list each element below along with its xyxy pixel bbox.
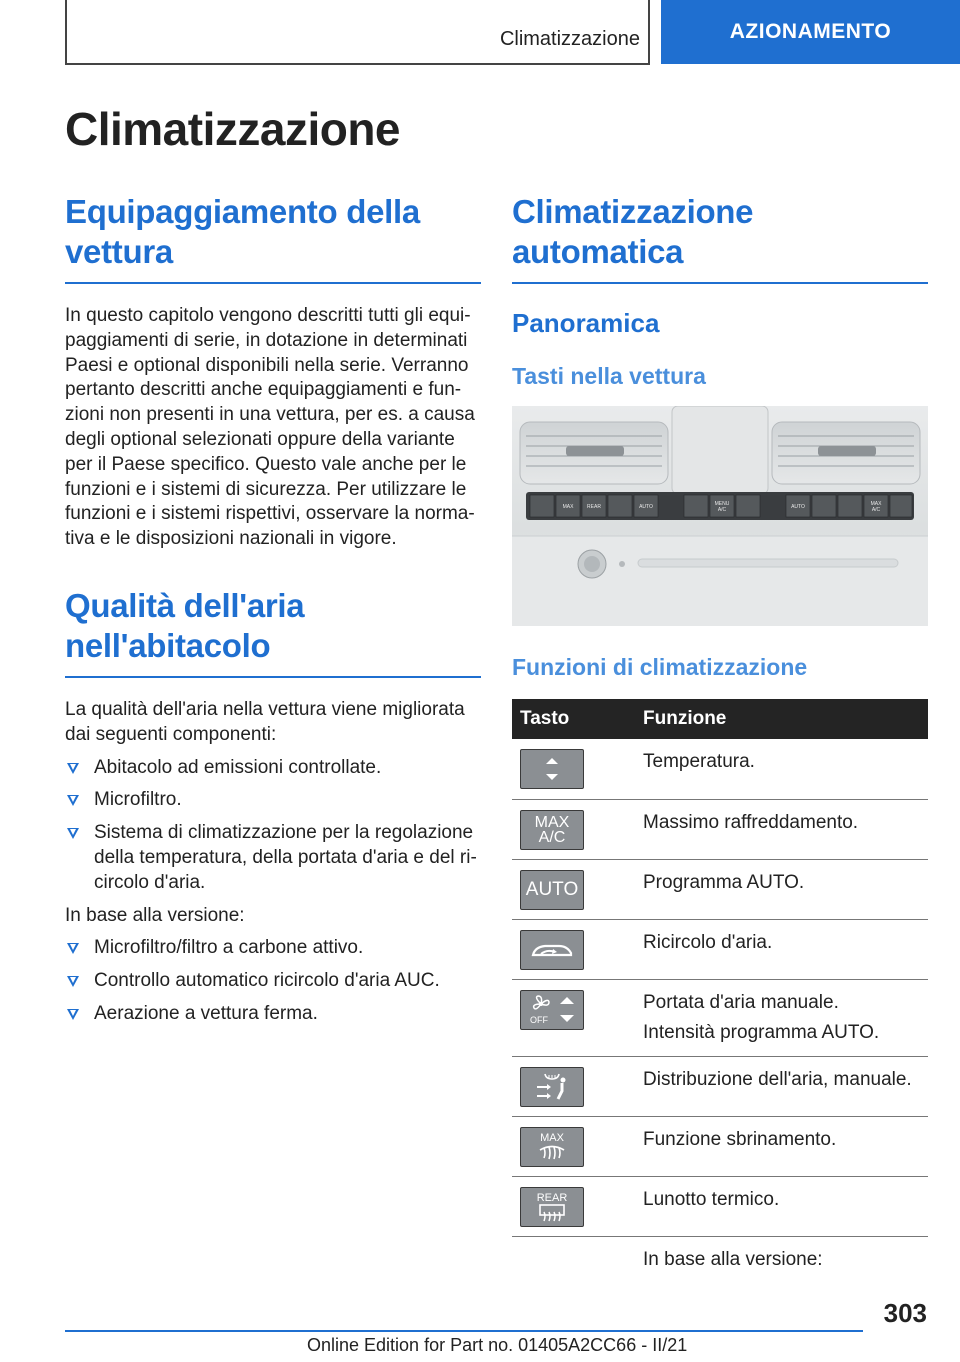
svg-text:MENU: MENU <box>714 501 730 507</box>
section-title-auto-climate: Climatizzazione automatica <box>512 193 754 270</box>
table-row <box>512 979 928 1056</box>
bullet-triangle-icon <box>67 795 79 806</box>
svg-text:A/C: A/C <box>871 507 881 513</box>
bullet-triangle-icon <box>67 763 79 774</box>
chapter-tab[interactable]: AZIONAMENTO <box>661 0 960 64</box>
list-item: Microfiltro/filtro a carbone attivo. <box>65 936 481 961</box>
section-rule <box>65 282 481 284</box>
control-panel-photo <box>512 406 928 626</box>
list-item: Controllo automatico ricircolo d'aria AUC. <box>65 969 481 994</box>
table-row <box>512 1056 928 1116</box>
function-text: Massimo raffreddamento. <box>635 799 928 859</box>
column-header-key: Tasto <box>512 699 635 739</box>
max-defrost-key-icon <box>520 1127 584 1167</box>
function-text: Lunotto termico. <box>635 1176 928 1236</box>
rear-defrost-key-icon <box>520 1187 584 1227</box>
right-column <box>512 192 928 1296</box>
column-header-function: Funzione <box>635 699 928 739</box>
list-item: Aerazione a vettura ferma. <box>65 1002 481 1027</box>
fan-key-icon <box>520 990 584 1030</box>
bullet-triangle-icon <box>67 828 79 839</box>
max-ac-key-icon: MAX A/C <box>520 810 584 850</box>
bullet-triangle-icon <box>67 943 79 954</box>
header-bottom-border <box>65 63 650 65</box>
table-row <box>512 1176 928 1236</box>
header-divider <box>648 0 650 64</box>
section-title-air-quality: Qualità dell'aria nell'abitacolo <box>65 586 305 664</box>
section-title-equipment: Equipaggiamento della vettura <box>65 193 420 270</box>
recirculation-key-icon <box>520 930 584 970</box>
svg-text:MAX: MAX <box>540 1131 564 1144</box>
footer-edition: Online Edition for Part no. 01405A2CC66 - II/21 <box>307 1335 688 1355</box>
svg-text:AUTO: AUTO <box>791 504 805 510</box>
svg-text:MAX: MAX <box>870 501 882 507</box>
table-header-row <box>512 699 928 739</box>
function-text: Distribuzione dell'aria, manuale. <box>635 1056 928 1116</box>
svg-text:A/C: A/C <box>717 507 727 513</box>
air-quality-intro: La qualità dell'aria nella vettura viene migliorata dai seguenti componenti: <box>65 698 465 745</box>
header-left-border <box>65 0 67 64</box>
list-item: Abitacolo ad emissioni controllate. <box>65 756 481 781</box>
subtitle-functions: Funzioni di climatizzazione <box>512 654 808 680</box>
table-row <box>512 739 928 799</box>
svg-text:REAR: REAR <box>536 1191 568 1204</box>
svg-text:MAX: MAX <box>562 504 574 510</box>
function-text: Temperatura. <box>635 739 928 799</box>
function-text: Funzione sbrinamento. <box>635 1116 928 1176</box>
svg-text:OFF: OFF <box>530 1014 548 1025</box>
auto-key-icon: AUTO <box>520 870 584 910</box>
subtitle-overview: Panoramica <box>512 308 660 338</box>
bullet-triangle-icon <box>67 1009 79 1020</box>
header-section-label: Climatizzazione <box>499 28 640 50</box>
temperature-key-icon <box>520 749 584 789</box>
function-text-secondary: Intensità programma AUTO. <box>643 1021 880 1043</box>
page-number: 303 <box>883 1298 927 1328</box>
left-column <box>65 192 481 1035</box>
section-rule <box>65 676 481 678</box>
equipment-paragraph: In questo capitolo vengono descritti tutti gli equipaggiamenti di serie, in dotazione in determinati Paesi e optional disponibili nella serie. Verranno pertanto descritti anche equipaggiamenti e funzioni non presenti in una vettura, per es. a causa degli optional selezionati oppure della variante per il Paese specifico. Questo vale anche per le funzioni e i sistemi di sicurezza. Per utilizzare le funzioni e i sistemi rispettivi, osservare la normativa e le disposizioni nazionali in vigore. <box>65 305 475 550</box>
function-text: In base alla versione: <box>643 1248 823 1270</box>
table-row <box>512 859 928 919</box>
svg-text:AUTO: AUTO <box>639 504 653 510</box>
page-title: Climatizzazione <box>65 103 401 155</box>
version-note: In base alla versione: <box>65 904 245 926</box>
list-item: Sistema di climatizzazione per la regolazione della temperatura, della portata d'aria e del ricircolo d'aria. <box>65 821 481 895</box>
air-distribution-key-icon <box>520 1067 584 1107</box>
bullet-triangle-icon <box>67 976 79 987</box>
functions-table <box>512 699 928 1296</box>
function-text: Programma AUTO. <box>635 859 928 919</box>
section-rule <box>512 282 928 284</box>
table-row <box>512 919 928 979</box>
function-text: Ricircolo d'aria. <box>635 919 928 979</box>
table-row <box>512 1116 928 1176</box>
air-quality-list <box>65 756 481 896</box>
table-row <box>512 799 928 859</box>
control-panel-illustration <box>512 406 928 626</box>
function-text: Portata d'aria manuale. <box>643 991 839 1013</box>
list-item: Microfiltro. <box>65 788 481 813</box>
svg-text:REAR: REAR <box>587 504 601 510</box>
table-row <box>512 1236 928 1296</box>
version-list <box>65 936 481 1026</box>
subtitle-buttons: Tasti nella vettura <box>512 363 706 389</box>
footer-rule <box>65 1330 863 1332</box>
